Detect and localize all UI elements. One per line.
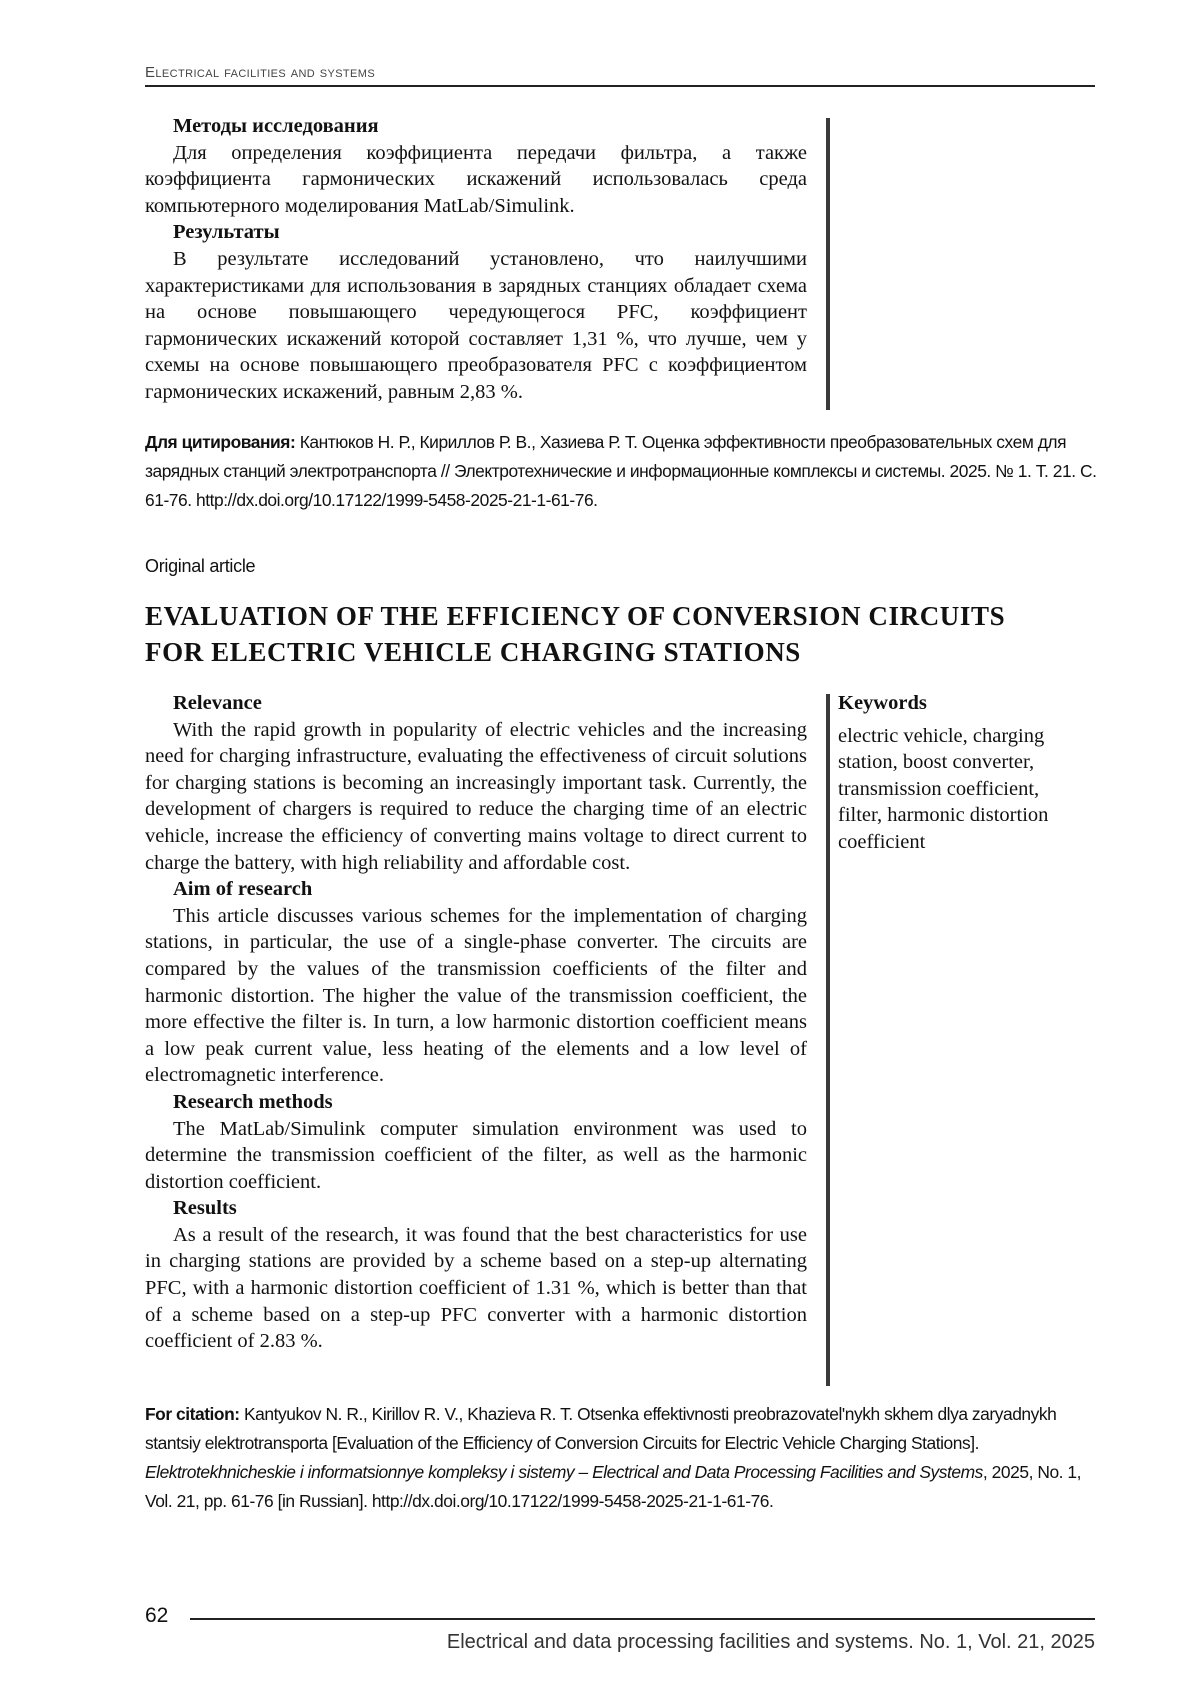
keyword-line: filter, harmonic distortion — [838, 802, 1078, 829]
running-header: Electrical facilities and systems — [145, 64, 1095, 81]
results-text: As a result of the research, it was found that the best characteristics for use in charging stations are provided by a scheme based on a step-up alternating PFC, with a harmonic distortion coefficient of 1.31 %, which is better than that of a scheme based on a step-up PFC converter with a harmonic distortion coefficient of 2.83 %. — [145, 1222, 807, 1355]
keyword-line: station, boost converter, — [838, 749, 1078, 776]
citation-en-label: For citation: — [145, 1404, 240, 1424]
citation-ru-text: Кантюков Н. Р., Кириллов Р. В., Хазиева Р. Т. Оценка эффективности преобразовательных схем для зарядных станций электротранспорта // Электротехнические и информационные комплексы и системы. 2025. № 1. Т. 21. С. 61-76. http://dx.doi.org/10.17122/1999-5458-2025-21-1-61-76. — [145, 432, 1096, 510]
footer-rule — [190, 1618, 1095, 1620]
citation-en-journal: Elektrotekhnicheskie i informatsionnye kompleksy i sistemy – Electrical and Data Processing Facilities and Systems — [145, 1462, 983, 1482]
citation-ru — [145, 428, 1100, 515]
article-title-line-2: FOR ELECTRIC VEHICLE CHARGING STATIONS — [145, 634, 1105, 670]
keyword-line: electric vehicle, charging — [838, 723, 1078, 750]
page-number: 62 — [145, 1604, 168, 1628]
article-type: Original article — [145, 556, 255, 577]
methods-heading: Research methods — [145, 1089, 807, 1116]
keyword-line: transmission coefficient, — [838, 776, 1078, 803]
citation-en-text-2: , 2025, No. 1, Vol. 21, pp. 61-76 [in Russian]. http://dx.doi.org/10.17122/1999-5458-2025-21-1-61-76. — [145, 1462, 1081, 1511]
methods-text: The MatLab/Simulink computer simulation environment was used to determine the transmission coefficient of the filter, as well as the harmonic distortion coefficient. — [145, 1116, 807, 1196]
citation-en — [145, 1400, 1100, 1516]
header-rule — [145, 85, 1095, 87]
ru-methods-text: Для определения коэффициента передачи фильтра, а также коэффициента гармонических искажений использовалась среда компьютерного моделирования MatLab/Simulink. — [145, 140, 807, 220]
ru-results-text: В результате исследований установлено, что наилучшими характеристиками для использования в зарядных станциях обладает схема на основе повышающего чередующегося PFC, коэффициент гармонических искажений которой составляет 1,31 %, что лучше, чем у схемы на основе повышающего преобразователя PFC с коэффициентом гармонических искажений, равным 2,83 %. — [145, 246, 807, 406]
article-title — [145, 598, 1105, 670]
keywords-panel — [838, 690, 1078, 856]
en-column-divider — [826, 694, 830, 1386]
ru-column-divider — [826, 118, 830, 410]
results-heading: Results — [145, 1195, 807, 1222]
article-title-line-1: EVALUATION OF THE EFFICIENCY OF CONVERSION CIRCUITS — [145, 598, 1105, 634]
aim-text: This article discusses various schemes for the implementation of charging stations, in particular, the use of a single-phase converter. The circuits are compared by the values of the transmission coefficients of the filter and harmonic distortion. The higher the value of the transmission coefficient, the more effective the filter is. In turn, a low harmonic distortion coefficient means a low peak current value, less heating of the elements and a low level of electromagnetic interference. — [145, 903, 807, 1089]
abstract — [145, 690, 807, 1355]
relevance-heading: Relevance — [145, 690, 807, 717]
citation-ru-label: Для цитирования: — [145, 432, 295, 452]
keyword-line: coefficient — [838, 829, 1078, 856]
ru-methods-heading: Методы исследования — [145, 113, 807, 140]
aim-heading: Aim of research — [145, 876, 807, 903]
citation-en-text-1: Kantyukov N. R., Kirillov R. V., Khazieva R. T. Otsenka effektivnosti preobrazovatel'nykh skhem dlya zaryadnykh stantsiy elektrotransporta [Evaluation of the Efficiency of Conversion Circuits for Electric Vehicle Charging Stations]. — [145, 1404, 1056, 1453]
relevance-text: With the rapid growth in popularity of electric vehicles and the increasing need for charging infrastructure, evaluating the effectiveness of circuit solutions for charging stations is becoming an increasingly important task. Currently, the development of chargers is required to reduce the charging time of an electric vehicle, increase the efficiency of converting mains voltage to direct current to charge the battery, with high reliability and affordable cost. — [145, 717, 807, 877]
keywords-heading: Keywords — [838, 690, 1078, 717]
ru-results-heading: Результаты — [145, 219, 807, 246]
russian-summary — [145, 113, 807, 406]
journal-footer: Electrical and data processing facilities and systems. No. 1, Vol. 21, 2025 — [447, 1631, 1095, 1654]
